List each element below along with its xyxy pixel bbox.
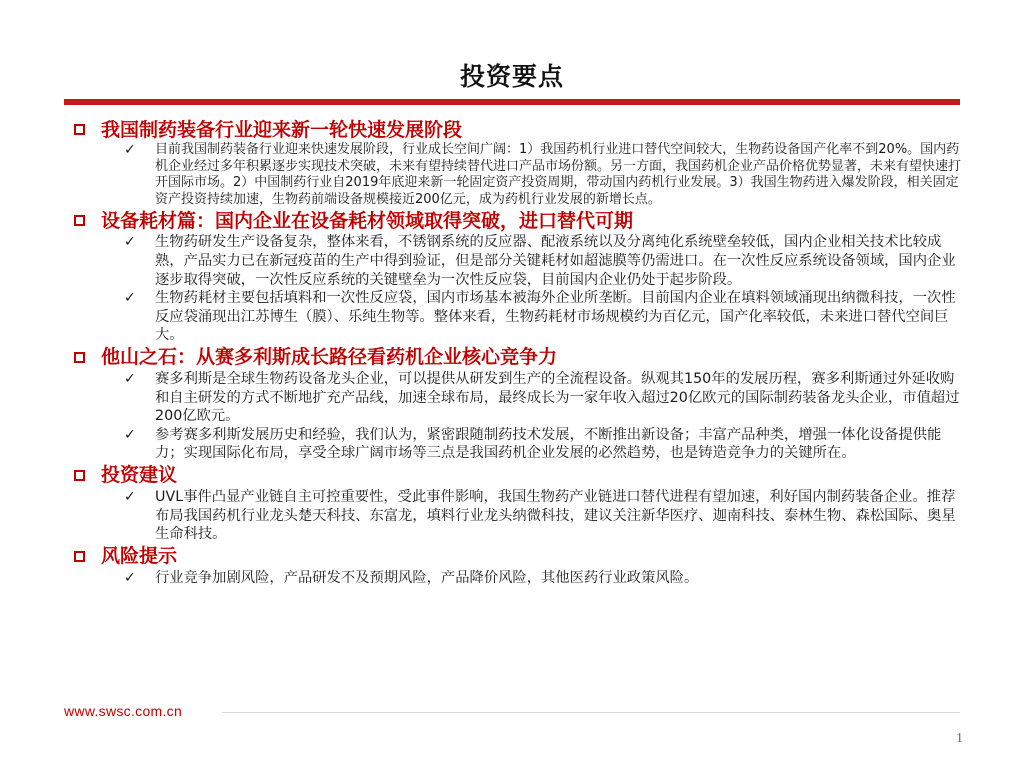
section-heading-text: 风险提示 — [101, 545, 178, 568]
section-heading — [72, 544, 962, 569]
bullet-text: 目前我国制药装备行业迎来快速发展阶段，行业成长空间广阔：1）我国药机行业进口替代空间较大，生物药设备国产化率不到20%。国内药机企业经过多年积累逐步实现技术突破，未来有望持续替代进口产品市场份额。另一方面，我国药机企业产品价格优势显著，未来有望快速打开国际市场。2）中国制药行业自2019年底迎来新一轮固定资产投资周期，带动国内药机行业发展。3）我国生物药进入爆发阶段，相关固定资产投资持续加速，生物药前端设备规模接近200亿元，成为药机行业发展的新增长点。 — [155, 142, 962, 207]
section-heading-text: 设备耗材篇：国内企业在设备耗材领域取得突破，进口替代可期 — [101, 209, 634, 232]
list-item — [72, 488, 962, 544]
checkmark-icon: ✓ — [124, 569, 136, 586]
square-bullet-icon — [74, 551, 85, 562]
list-item — [72, 370, 962, 426]
section-heading-text: 投资建议 — [101, 464, 178, 487]
title-divider-bar — [64, 99, 960, 105]
list-item — [72, 426, 962, 463]
section-heading — [72, 117, 962, 142]
list-item — [72, 569, 962, 588]
checkmark-icon: ✓ — [124, 488, 136, 505]
section-heading — [72, 463, 962, 488]
section-heading — [72, 208, 962, 233]
content-body — [72, 117, 962, 587]
page-title: 投资要点 — [459, 62, 564, 91]
checkmark-icon: ✓ — [124, 426, 136, 443]
checkmark-icon: ✓ — [124, 142, 136, 158]
section-heading — [72, 345, 962, 370]
section-heading-text: 他山之石：从赛多利斯成长路径看药机企业核心竞争力 — [101, 346, 558, 369]
bullet-text: 赛多利斯是全球生物药设备龙头企业，可以提供从研发到生产的全流程设备。纵观其150年的发展历程，赛多利斯通过外延收购和自主研发的方式不断地扩充产品线，加速全球布局，最终成长为一家年收入超过20亿欧元的国际制药装备龙头企业，市值超过200亿欧元。 — [155, 370, 960, 425]
list-item — [72, 289, 962, 345]
bullet-text: 生物药研发生产设备复杂，整体来看，不锈钢系统的反应器、配液系统以及分离纯化系统壁垒较低，国内企业相关技术比较成熟，产品实力已在新冠疫苗的生产中得到验证，但是部分关键耗材如超滤膜等仍需进口。在一次性反应系统设备领域，国内企业逐步取得突破，一次性反应系统的关键壁垒为一次性反应袋，目前国内企业仍处于起步阶段。 — [155, 234, 956, 288]
section-heading-text: 我国制药装备行业迎来新一轮快速发展阶段 — [101, 118, 463, 141]
bullet-text: 行业竞争加剧风险，产品研发不及预期风险，产品降价风险，其他医药行业政策风险。 — [155, 569, 699, 586]
footer-divider — [222, 712, 960, 713]
page-number: 1 — [956, 731, 963, 746]
bullet-text: UVL事件凸显产业链自主可控重要性，受此事件影响，我国生物药产业链进口替代进程有望加速，利好国内制药装备企业。推荐布局我国药机行业龙头楚天科技、东富龙，填料行业龙头纳微科技，建议关注新华医疗、迦南科技、泰林生物、森松国际、奥星生命科技。 — [155, 488, 956, 543]
checkmark-icon: ✓ — [124, 290, 136, 307]
square-bullet-icon — [74, 470, 85, 481]
bullet-text: 参考赛多利斯发展历史和经验，我们认为，紧密跟随制药技术发展，不断推出新设备；丰富产品种类，增强一体化设备提供能力；实现国际化布局，享受全球广阔市场等三点是我国药机企业发展的必然趋势，也是铸造竞争力的关键所在。 — [155, 426, 942, 462]
checkmark-icon: ✓ — [124, 370, 136, 387]
square-bullet-icon — [74, 352, 85, 363]
square-bullet-icon — [74, 215, 85, 226]
list-item — [72, 142, 962, 208]
list-item — [72, 233, 962, 289]
footer-website: www.swsc.com.cn — [64, 703, 183, 719]
square-bullet-icon — [74, 124, 85, 135]
checkmark-icon: ✓ — [124, 234, 136, 251]
bullet-text: 生物药耗材主要包括填料和一次性反应袋，国内市场基本被海外企业所垄断。目前国内企业在填料领域涌现出纳微科技，一次性反应袋涌现出江苏博生（膜）、乐纯生物等。整体来看，生物药耗材市场规模约为百亿元，国产化率较低，未来进口替代空间巨大。 — [155, 290, 956, 344]
